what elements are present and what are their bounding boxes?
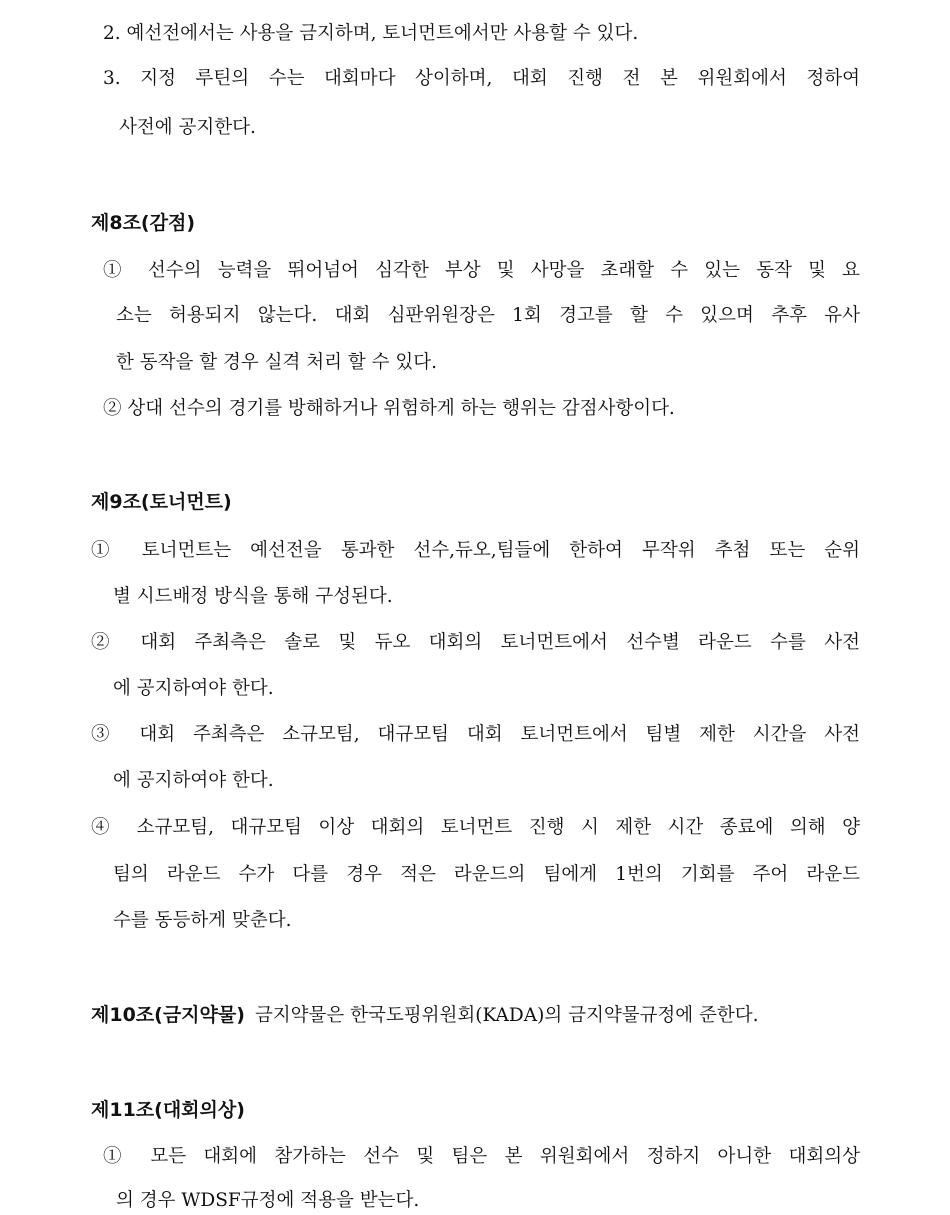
article-8-p1-line-3: 한 동작을 할 경우 실격 처리 할 수 있다.	[116, 352, 437, 373]
article-8-p2-line-1: ② 상대 선수의 경기를 방해하거나 위험하게 하는 행위는 감점사항이다.	[103, 398, 675, 419]
article-9-p4-line-3: 수를 동등하게 맞춘다.	[113, 910, 292, 931]
article-8-p1-line-2: 소는 허용되지 않는다. 대회 심판위원장은 1회 경고를 할 수 있으며 추후 유사	[116, 305, 860, 326]
article-9-p1-line-1: ① 토너먼트는 예선전을 통과한 선수,듀오,팀들에 한하여 무작위 추첨 또는 순위	[91, 540, 860, 561]
article-9-p4-line-1: ④ 소규모팀, 대규모팀 이상 대회의 토너먼트 진행 시 제한 시간 종료에 의해 양	[91, 817, 860, 838]
article-9-p3-line-1: ③ 대회 주최측은 소규모팀, 대규모팀 대회 토너먼트에서 팀별 제한 시간을 사전	[91, 724, 860, 745]
article-9-p2-line-2: 에 공지하여야 한다.	[113, 678, 274, 699]
article-9-p3-line-2: 에 공지하여야 한다.	[113, 770, 274, 791]
item-2: 2. 예선전에서는 사용을 금지하며, 토너먼트에서만 사용할 수 있다.	[103, 23, 639, 44]
article-11-p1-line-1: ① 모든 대회에 참가하는 선수 및 팀은 본 위원회에서 정하지 아니한 대회의상	[103, 1146, 860, 1167]
article-8-heading: 제8조(감점)	[91, 212, 196, 234]
article-10-heading: 제10조(금지약물)	[91, 1004, 245, 1026]
article-11-p1-line-2: 의 경우 WDSF규정에 적용을 받는다.	[116, 1190, 420, 1211]
item-3-line-1: 3. 지정 루틴의 수는 대회마다 상이하며, 대회 진행 전 본 위원회에서 정하여	[103, 68, 860, 89]
article-10-text: 금지약물은 한국도핑위원회(KADA)의 금지약물규정에 준한다.	[254, 1005, 759, 1026]
article-11-heading: 제11조(대회의상)	[91, 1099, 245, 1121]
article-9-p1-line-2: 별 시드배정 방식을 통해 구성된다.	[113, 586, 393, 607]
article-9-heading: 제9조(토너먼트)	[91, 491, 232, 513]
article-9-p2-line-1: ② 대회 주최측은 솔로 및 듀오 대회의 토너먼트에서 선수별 라운드 수를 사전	[91, 632, 860, 653]
article-8-p1-line-1: ① 선수의 능력을 뛰어넘어 심각한 부상 및 사망을 초래할 수 있는 동작 및 요	[103, 260, 860, 281]
article-10-line	[91, 1002, 759, 1029]
item-3-line-2: 사전에 공지한다.	[119, 117, 256, 138]
article-9-p4-line-2: 팀의 라운드 수가 다를 경우 적은 라운드의 팀에게 1번의 기회를 주어 라운드	[113, 864, 860, 885]
